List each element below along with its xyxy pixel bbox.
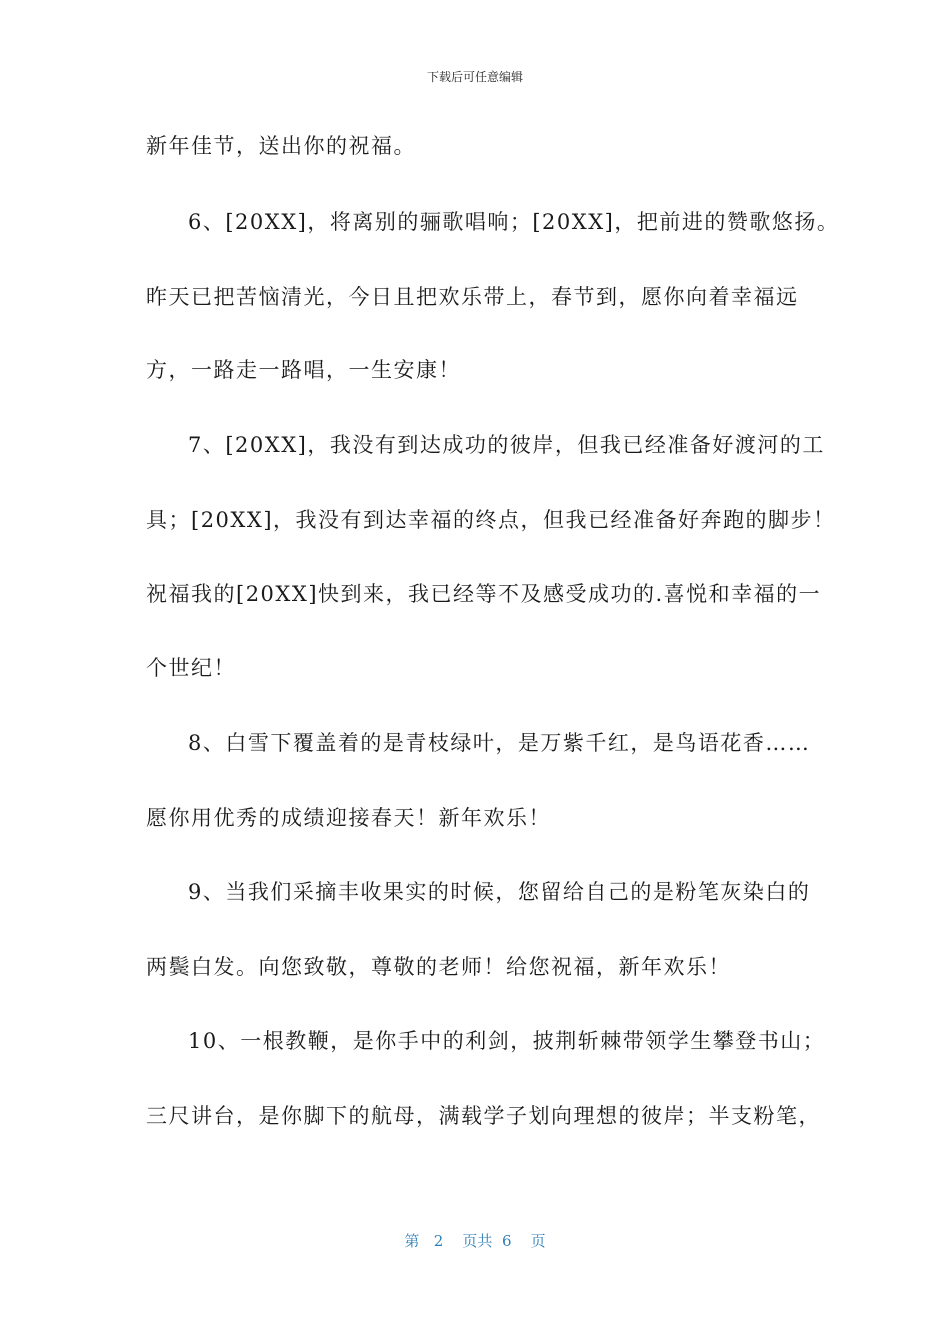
- page-number-footer: [0, 1230, 950, 1251]
- paragraph-line: 祝福我的[20XX]快到来，我已经等不及感受成功的.喜悦和幸福的一: [146, 582, 822, 606]
- page-label-suffix: 页: [530, 1232, 546, 1250]
- header-note: 下载后可任意编辑: [426, 70, 523, 84]
- paragraph-line: 7、[20XX]，我没有到达成功的彼岸，但我已经准备好渡河的工: [188, 433, 825, 457]
- paragraph-line: 具；[20XX]，我没有到达幸福的终点，但我已经准备好奔跑的脚步！: [146, 508, 836, 532]
- paragraph-line: 昨天已把苦恼清光，今日且把欢乐带上，春节到，愿你向着幸福远: [146, 285, 799, 309]
- paragraph-line: 方，一路走一路唱，一生安康！: [146, 358, 461, 382]
- paragraph-line: 新年佳节，送出你的祝福。: [146, 134, 416, 158]
- paragraph-line: 三尺讲台，是你脚下的航母，满载学子划向理想的彼岸；半支粉笔，: [146, 1104, 821, 1128]
- paragraph-line: 10、一根教鞭，是你手中的利剑，披荆斩棘带领学生攀登书山；: [188, 1029, 826, 1053]
- paragraph-line: 8、白雪下覆盖着的是青枝绿叶，是万紫千红，是鸟语花香……: [188, 731, 811, 755]
- paragraph-line: 个世纪！: [146, 656, 236, 680]
- page-label-middle: 页共: [462, 1232, 493, 1250]
- paragraph-line: 愿你用优秀的成绩迎接春天！新年欢乐！: [146, 806, 551, 830]
- paragraph-line: 两鬓白发。向您致敬，尊敬的老师！给您祝福，新年欢乐！: [146, 955, 731, 979]
- page-label-prefix: 第: [404, 1232, 420, 1250]
- total-pages-number: 6: [501, 1232, 512, 1250]
- current-page-number: 2: [433, 1232, 444, 1250]
- paragraph-line: 9、当我们采摘丰收果实的时候，您留给自己的是粉笔灰染白的: [188, 880, 811, 904]
- paragraph-line: 6、[20XX]，将离别的骊歌唱响；[20XX]，把前进的赞歌悠扬。: [188, 210, 840, 234]
